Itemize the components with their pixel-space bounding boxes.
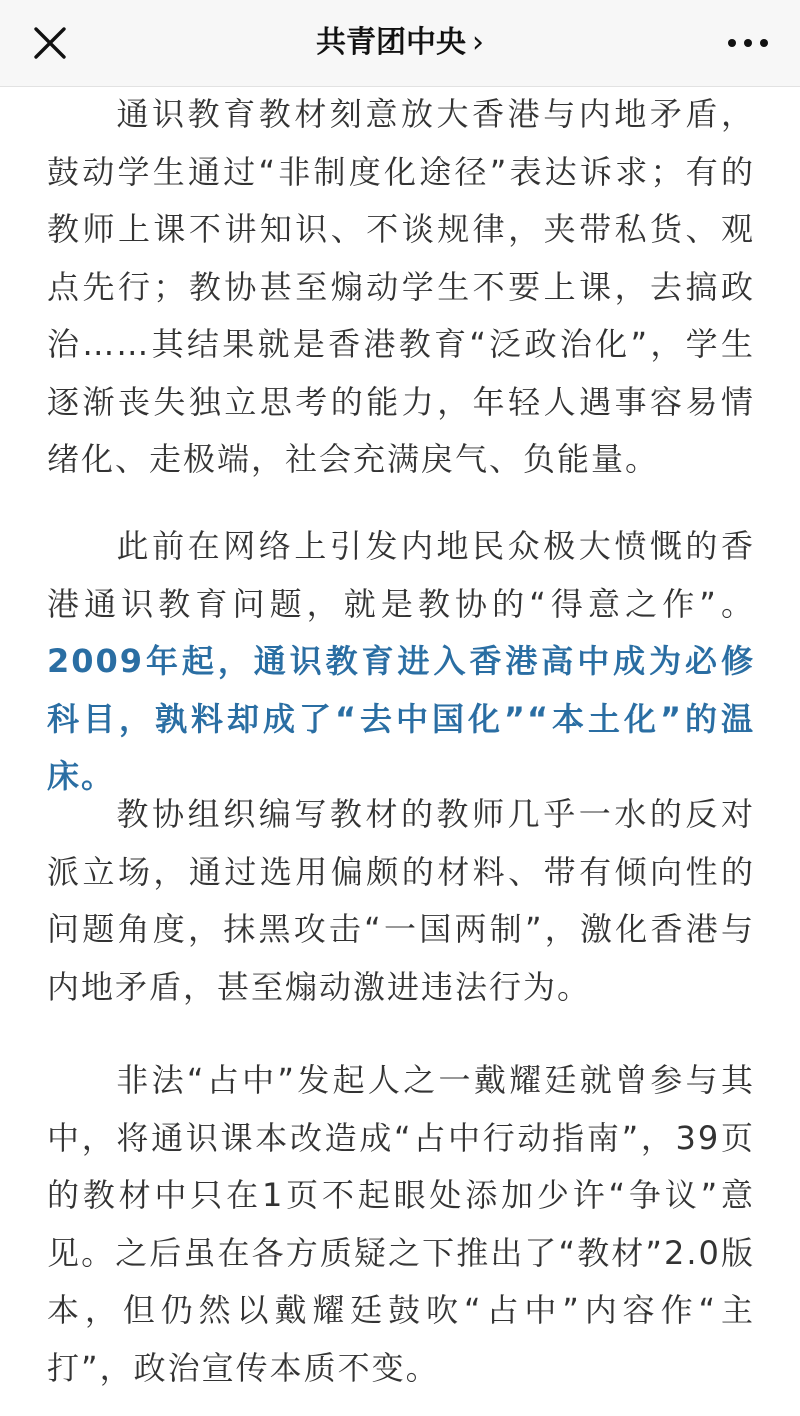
- paragraph-text: 此前在网络上引发内地民众极大愤慨的香港通识教育问题，就是教协的“得意之作”。: [47, 527, 755, 623]
- article-paragraph: [47, 1052, 755, 1397]
- more-button[interactable]: [720, 21, 776, 65]
- account-title-button[interactable]: [0, 22, 800, 64]
- chevron-right-icon: ›: [472, 25, 484, 60]
- top-nav-bar: [0, 0, 800, 87]
- highlighted-text: 2009年起，通识教育进入香港高中成为必修科目，孰料却成了“去中国化”“本土化”的温床。: [47, 642, 755, 795]
- paragraph-text: 通识教育教材刻意放大香港与内地矛盾，鼓动学生通过“非制度化途径”表达诉求；有的教师上课不讲知识、不谈规律，夹带私货、观点先行；教协甚至煽动学生不要上课，去搞政治……其结果就是香港教育“泛政治化”，学生逐渐丧失独立思考的能力，年轻人遇事容易情绪化、走极端，社会充满戾气、负能量。: [47, 95, 755, 478]
- article-paragraph: [47, 518, 755, 806]
- account-name: 共青团中央: [316, 25, 466, 60]
- paragraph-text: 非法“占中”发起人之一戴耀廷就曾参与其中，将通识课本改造成“占中行动指南”，39页的教材中只在1页不起眼处添加少许“争议”意见。之后虽在各方质疑之下推出了“教材”2.0版本，但仍然以戴耀廷鼓吹“占中”内容作“主打”，政治宣传本质不变。: [47, 1061, 755, 1387]
- paragraph-text: 教协组织编写教材的教师几乎一水的反对派立场，通过选用偏颇的材料、带有倾向性的问题角度，抹黑攻击“一国两制”，激化香港与内地矛盾，甚至煽动激进违法行为。: [47, 795, 755, 1006]
- article-paragraph: [47, 86, 755, 489]
- article-paragraph: [47, 786, 755, 1016]
- more-icon: [720, 21, 776, 65]
